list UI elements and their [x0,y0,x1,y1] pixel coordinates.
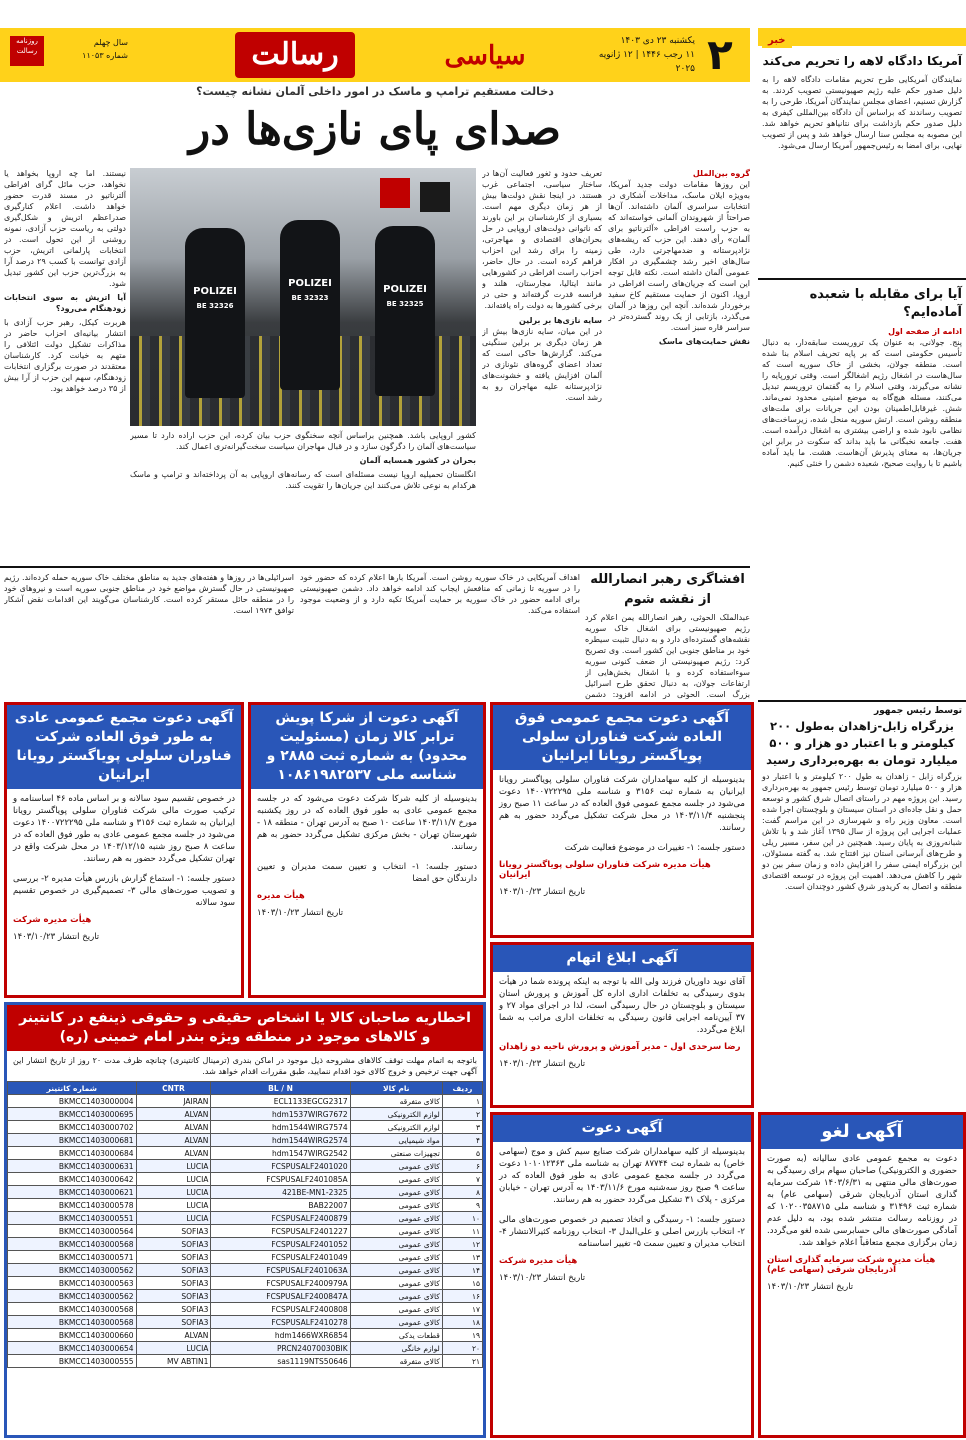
table-cell: ۳ [442,1121,482,1134]
table-cell: لوازم الکترونیکی [350,1108,442,1121]
table-cell: hdm1466WXR6854 [211,1329,350,1342]
ad-date: تاریخ انتشار ۱۴۰۳/۱۰/۲۳ [13,932,100,942]
section-divider [0,566,750,568]
table-cell: hdm1544WIRG7574 [211,1121,350,1134]
table-cell: BKMCC1403000684 [8,1147,137,1160]
table-cell: ۱۱ [442,1225,482,1238]
table-cell: لوازم خانگی [350,1342,442,1355]
infra-byline: توسط رئیس جمهور [873,706,962,716]
ad-box [490,1112,754,1438]
table-header-cell: ردیف [442,1082,482,1095]
table-cell: مواد شیمیایی [350,1134,442,1147]
table-cell: SOFIA3 [136,1303,211,1316]
table-cell: BKMCC1403000631 [8,1160,137,1173]
ad-items: دستور جلسه: ۱- رسیدگی و اتخاذ تصمیم در خصوص صورت‌های مالی ۲- انتخاب بازرس اصلی و علی‌البدل ۳- انتخاب روزنامه کثیرالانتشار ۴- انتخاب مدیران و تعیین سمت ۵- تغییر اساسنامه [499,1215,745,1249]
table-cell: SOFIA3 [136,1277,211,1290]
second-story-body: عبدالملک الحوثی، رهبر انصارالله یمن اعلام کرد رژیم صهیونیستی برای اشغال خاک سوریه نقشه‌های گسترده‌ای دارد و به دنبال تثبیت سیطره خود بر مناطق جنوبی این کشور است. وی تصریح کرد: رژیم صهیونیستی از ضعف کنونی سوریه سوءاستفاده کرده و با اشغال بخش‌هایی از ارتفاعات جولان، به دنبال تحقق طرح اسرائیل بزرگ است. الحوثی در ادامه افزود: دشمن [585,613,750,699]
table-cell: BKMCC1403000654 [8,1342,137,1355]
table-cell: BKMCC1403000621 [8,1186,137,1199]
ad-items: دستور جلسه: ۱- انتخاب و تعیین سمت مدیران و تعیین دارندگان حق امضا [257,862,477,884]
table-cell: کالای عمومی [350,1303,442,1316]
table-cell: FCSPUSALF2400847A [211,1290,350,1303]
ad-box [490,942,754,1108]
table-cell: قطعات یدکی [350,1329,442,1342]
ad-title: آگهی دعوت مجمع عمومی فوق العاده شرکت فناوران سلولی پویاگستر رویانا ایرانیان [493,705,751,770]
story-subhead: سایه نازی‌ها بر برلین [518,316,602,325]
story-body: پنج. جولانی، به عنوان یک تروریست سابقه‌دار، به دنبال تأسیس حکومتی است که بر پایه تحریف اسلام بنا شده است. منطقه جولان، بخشی از خاک سوریه است که سال‌هاست در اشغال رژیم اشغالگر است. وقتی ترورپایه را نشانه می‌گیرند، وقتی اسلام را به گفتمان تروریسم تبدیل می‌کنند، مسئله هیچ‌گاه به موضع امنیتی محدود نمی‌ماند. شش. غیرقابل‌اطمینان بودن این جریانات برای ملت‌های منطقه روشن است. ارتش سوریه منحل شده، زیرساخت‌های نظامی نابود شده و اراضی بیشتری به اشغال درآمده است. هفت. جامعه نخبگانی ما باید بداند که سکوت در برابر این جریان‌ها، به معنای پذیرش آن‌هاست. هشت. ما باید آماده باشیم تا با روایت صحیح، شعبده دشمن را خنثی کنیم. [762,338,962,468]
table-cell: کالای عمومی [350,1212,442,1225]
section-title: سیاسی [444,41,526,71]
table-cell: 421BE-MN1-2325 [211,1186,350,1199]
table-cell: hdm1537WIRG7672 [211,1108,350,1121]
table-cell: BKMCC1403000551 [8,1212,137,1225]
infra-story [758,700,966,1110]
story-body: در این میان، سایه نازی‌ها بیش از هر زمان دیگری بر برلین سنگینی می‌کند. گزارش‌ها حاکی است که تعداد اعضای گروه‌های نئونازی در آلمان افزایش یافته و خشونت‌های نژادپرستانه علیه مهاجران رو به رشد است. [482,327,602,402]
story-byline: ادامه از صفحه اول [888,327,962,336]
table-cell: ۱۰ [442,1212,482,1225]
main-column-right [608,168,750,568]
story-byline: گروه بین‌الملل [692,169,750,178]
table-cell: کالای عمومی [350,1238,442,1251]
ad-title: آگهی لغو [761,1115,963,1149]
table-cell: BAB22007 [211,1199,350,1212]
ad-body: بدینوسیله از کلیه سهامداران شرکت فناوران سلولی پویاگستر رویانا ایرانیان به شماره ثبت ۳۱۵۶ و شناسه ملی ۱۴۰۰۷۲۲۲۹۵ دعوت می‌شود در جلسه مجمع عمومی فوق العاده که در ساعت ۱۱ صبح روز پنجشنبه ۱۴۰۳/۱۱/۴ در محل شرکت تشکیل می‌گردد حضور به هم رسانند. [499,775,746,833]
table-cell: BKMCC1403000555 [8,1355,137,1368]
table-row [8,1303,483,1316]
ad-box [248,702,486,998]
table-header [8,1082,483,1095]
table-cell: BKMCC1403000642 [8,1173,137,1186]
table-row [8,1329,483,1342]
table-row [8,1238,483,1251]
table-cell: LUCIA [136,1342,211,1355]
table-cell: PRCN24070030BIK [211,1342,350,1355]
table-cell: BKMCC1403000564 [8,1225,137,1238]
ad-title: آگهی ابلاغ اتهام [493,945,751,972]
table-cell: کالای عمومی [350,1251,442,1264]
table-cell: کالای عمومی [350,1173,442,1186]
table-cell: SOFIA3 [136,1251,211,1264]
story-headline: آیا برای مقابله با شعبده آماده‌ایم؟ [809,287,962,320]
table-row [8,1290,483,1303]
story-body: کشور اروپایی باشد. همچنین براساس آنچه سخنگوی حزب بیان کرده، این حزب اراده دارد تا مسیر سیاست‌های آلمان را دگرگون سازد و در قبال مهاجران سیاست سخت‌گیرانه‌تری اعمال کند. [130,431,476,451]
police-label: POLIZEI [288,278,332,289]
table-cell: BKMCC1403000562 [8,1264,137,1277]
issue-number: شماره ۱۱۰۵۳ [82,51,128,60]
table-cell: ۵ [442,1147,482,1160]
ad-body: دعوت به مجمع عمومی عادی سالیانه (به صورت حضوری و الکترونیکی) صاحبان سهام برای رسیدگی به صورت‌های مالی منتهی به ۱۴۰۳/۶/۳۱ شرکت سرمایه گذاری استان آذربایجان شرقی (سهامی عام) به شماره ثبت ۳۱۴۹۶ و شناسه ملی ۱۰۲۰۰۳۵۸۷۱۵ که در روزنامه رسالت منتشر شده بود، به دلیل عدم آمادگی صورت‌های مالی حسابرسی شده لغو می‌گردد. زمان برگزاری مجمع متعاقباً اعلام خواهد شد. [767,1154,957,1248]
table-cell: کالای عمومی [350,1316,442,1329]
main-column-left [4,168,126,568]
table-cell: ۸ [442,1186,482,1199]
table-row [8,1199,483,1212]
right-column [758,28,966,668]
table-cell: sas1119NTS50646 [211,1355,350,1368]
ad-signature: رضا سرحدی اول - مدیر آموزش و پرورش ناحیه دو زاهدان [499,1042,741,1052]
table-cell: SOFIA3 [136,1264,211,1277]
table-row [8,1134,483,1147]
year-label: سال چهلم [93,38,128,47]
table-row [8,1225,483,1238]
story-body: این روزها مقامات دولت جدید آمریکا، به‌ویژه ایلان ماسک، مداخلات آشکاری در انتخابات سراسری آلمان داشته‌اند. آن‌ها صراحتاً از شهروندان آلمانی خواسته‌اند که به حزب راست افراطی «آلترناتیو برای آلمان» رأی دهند. این حزب که ریشه‌های نژادپرستانه و ضدمهاجرتی دارد، طی سال‌های اخیر رشد چشمگیری در افکار عمومی آلمان داشته است. نکته قابل توجه این است که جریان‌های راست افراطی در اروپا، اکنون از حمایت مستقیم کاخ سفید برخوردار شده‌اند. آنچه این روزها در آلمان می‌گذرد، بازتابی از یک روند گسترده‌تر در سراسر قاره سبز است. [608,180,750,332]
infra-body: بزرگراه زابل - زاهدان به طول ۲۰۰ کیلومتر و با اعتبار دو هزار و ۵۰۰ میلیارد تومان توسط رئیس جمهور به بهره‌برداری رسید. این پروژه مهم در راستای اتصال شرق کشور و توسعه حمل و نقل جاده‌ای در استان سیستان و بلوچستان اجرا شده است. معاون وزیر راه و شهرسازی در این مراسم گفت: عملیات اجرایی این پروژه از سال ۱۳۹۵ آغاز شد و با تلاش شبانه‌روزی به پایان رسید. همچنین در این سفر، مسیر ریلی و طرح‌های آبرسانی استان نیز افتتاح شد. به گفته مسئولان، این بزرگراه ایمنی سفر را افزایش داده و زمان سفر بین دو شهر را کاهش می‌دهد. اهمیت این پروژه در توسعه اقتصادی منطقه و اتصال به کریدور شرق کشور دوچندان است. [762,772,962,891]
table-cell: ۲۱ [442,1355,482,1368]
ad-signature: هیأت مدیره [257,891,305,901]
news-photo [130,168,476,426]
date-line [585,34,695,76]
table-cell: BKMCC1403000695 [8,1108,137,1121]
table-cell: MV ABTIN1 [136,1355,211,1368]
table-cell: SOFIA3 [136,1290,211,1303]
table-cell: LUCIA [136,1199,211,1212]
table-cell: ۱۵ [442,1277,482,1290]
table-cell: BKMCC1403000578 [8,1199,137,1212]
table-row [8,1108,483,1121]
table-cell: LUCIA [136,1212,211,1225]
table-cell: ALVAN [136,1147,211,1160]
table-cell: BKMCC1403000660 [8,1329,137,1342]
police-officer [280,220,340,390]
table-cell: کالای عمومی [350,1160,442,1173]
table-cell: کالای عمومی [350,1199,442,1212]
table-cell: BKMCC1403000568 [8,1238,137,1251]
story-body: نیستند. اما چه اروپا بخواهد یا نخواهد، حزب مائل گرای افراطی آلترناتیو در مسند قدرت حضور خواهد داشت. اعلام کنارگیری صدراعظم اتریش و شکل‌گیری دولتی به ریاست حزب آزادی، نمونه روشنی از این تحول است. در انتخابات پارلمانی اتریش، حزب آزادی توانست با کسب ۲۹ درصد آرا به بزرگ‌ترین حزب این کشور تبدیل شود. [4,169,126,288]
police-number: BE 32323 [291,294,329,302]
ad-body: بدینوسیله از کلیه شرکا شرکت دعوت می‌شود که در جلسه مجمع عمومی عادی به طور فوق العاده که در روز یکشنبه مورخ ۱۴۰۳/۱۱/۷ ساعت ۱۰ صبح به آدرس تهران - منطقه ۱۸ - شهرستان تهران - بخش مرکزی تشکیل می‌گردد حضور به هم رسانند. [257,794,477,852]
table-cell: تجهیزات صنعتی [350,1147,442,1160]
ad-body: در خصوص تقسیم سود سالانه و بر اساس ماده ۴۶ اساسنامه و ترکیب صورت مالی شرکت فناوران سلولی پویاگستر رویانا ایرانیان به شماره ثبت ۳۱۵۶ و شناسه ملی ۱۴۰۰۷۲۲۲۹۵ دعوت می‌شود در جلسه مجمع عمومی عادی به طور فوق العاده که در ساعت ۸ صبح روز شنبه ۱۴۰۳/۱۲/۱۵ در محل شرکت واقع در تهران تشکیل می‌گردد حضور به هم رسانند. [13,794,236,864]
main-headline: صدای پای نازی‌ها در [189,104,561,155]
table-cell: FCSPUSALF2400879 [211,1212,350,1225]
ad-title: آگهی دعوت [493,1115,751,1142]
main-column-mid [482,168,602,568]
table-cell: FCSPUSALF2401020 [211,1160,350,1173]
table-cell: ۹ [442,1199,482,1212]
table-cell: ۱۲ [442,1238,482,1251]
police-number: BE 32325 [386,300,424,308]
table-cell: کالای عمومی [350,1290,442,1303]
ad-title: اخطاریه صاحبان کالا یا اشخاص حقیقی و حقوقی ذینفع در کانتینر و کالاهای موجود در منطقه ویژه بندر امام خمینی (ره) [7,1005,483,1051]
table-cell: JAIRAN [136,1095,211,1108]
second-story-body: اسرائیلی‌ها در روزها و هفته‌های جدید به مناطق مختلف خاک سوریه حمله کرده‌اند. رژیم صهیونیستی در حال گسترش مواضع خود در مناطق جنوبی سوریه است و نیروهای خود را در منطقه حائل مستقر کرده است. کارشناسان می‌گویند این اقدامات نقض آشکار توافق ۱۹۷۴ است. [4,573,294,615]
police-label: POLIZEI [383,284,427,295]
ad-date: تاریخ انتشار ۱۴۰۳/۱۰/۲۳ [257,908,344,918]
table-cell: ۱۴ [442,1264,482,1277]
table-cell: FCSPUSALF2410278 [211,1316,350,1329]
table-cell: ۱ [442,1095,482,1108]
ad-body: آقای نوید داوریان فرزند ولی الله با توجه به اینکه پرونده شما در هیأت بدوی رسیدگی به تخلفات اداری اداره کل آموزش و پرورش استان سیستان و بلوچستان در حال رسیدگی است، لذا در اجرای مواد ۲۷ و ۳۷ آیین‌نامه اجرایی قانون رسیدگی به تخلفات اداری مراتب به شما ابلاغ می‌گردد. [499,977,745,1035]
news-tag: خبر [762,33,792,48]
table-cell: BKMCC1403000568 [8,1316,137,1329]
ad-box [4,1002,486,1438]
second-story-body: اهداف آمریکایی در خاک سوریه روشن است. آمریکا بارها اعلام کرده که حضور خود را در سوریه تا زمانی که منافعش ایجاب کند ادامه خواهد داد. دشمن صهیونیستی برای ادامه حضور در خاک سوریه بر حمایت آمریکا تکیه دارد و از وضعیت موجود استفاده می‌کند. [300,573,580,615]
issue-info [48,36,128,62]
table-header-cell: CNTR [136,1082,211,1095]
small-logo: روزنامه رسالت [10,36,44,66]
table-cell: ۲۰ [442,1342,482,1355]
table-cell: SOFIA3 [136,1225,211,1238]
table-cell: کالای عمومی [350,1225,442,1238]
table-cell: hdm1544WIRG2574 [211,1134,350,1147]
flag-icon [420,182,450,212]
table-cell: لوازم الکترونیکی [350,1121,442,1134]
table-cell: SOFIA3 [136,1316,211,1329]
page-number: ۲ [707,30,733,79]
police-number: BE 32326 [196,302,234,310]
table-cell: SOFIA3 [136,1238,211,1251]
story-body: تعریف حدود و ثغور فعالیت آن‌ها در ساختار سیاسی، اجتماعی غرب هستند. در اینجا نقش دولت‌ها بیش از هر زمان دیگری مهم است. بسیاری از کارشناسان بر این باورند که ناتوانی دولت‌های اروپایی در حل بحران‌های اقتصادی و مهاجرتی، زمینه را برای رشد این احزاب فراهم کرده است. در حال حاضر، احزاب راست افراطی در کشورهایی مانند ایتالیا، مجارستان، هلند و فرانسه قدرت گرفته‌اند و حتی در برخی کشورها به دولت راه یافته‌اند. [482,169,602,310]
table-cell: کالای عمومی [350,1186,442,1199]
table-cell: ۱۷ [442,1303,482,1316]
date-shamsi: یکشنبه ۲۳ دی ۱۴۰۳ [620,36,695,46]
ad-signature: هیأت مدیره شرکت [13,915,92,925]
table-row [8,1342,483,1355]
ad-body: بدینوسیله از کلیه سهامداران شرکت صنایع سیم کش و موج (سهامی خاص) به شماره ثبت ۸۷۷۴۴ تهران به شناسه ملی ۱۰۱۰۱۲۳۶۳ دعوت می‌گردد در جلسه مجمع عمومی عادی به طور فوق العاده که در ساعت ۹ صبح روز سه‌شنبه مورخ ۱۴۰۳/۱۱/۶ به آدرس تهران - خیابان مرکزی - پلاک ۳۱ تشکیل می‌گردد حضور به هم رسانند. [499,1147,746,1205]
ad-date: تاریخ انتشار ۱۴۰۳/۱۰/۲۳ [499,887,586,897]
table-cell: LUCIA [136,1173,211,1186]
ad-intro: باتوجه به اتمام مهلت توقف کالاهای مشروحه ذیل موجود در اماکن بندری (ترمینال کانتینری) چنانچه ظرف مدت ۲۰ روز از تاریخ انتشار این آگهی جهت ترخیص و خروج کالای خود اقدام ننمایید، طبق مقررات اقدام خواهد شد. [13,1056,477,1076]
story-body: هربرت کیکل، رهبر حزب آزادی با انتشار بیانیه‌ای احزاب حاضر در مذاکرات تشکیل دولت ائتلافی را متهم به خیانت کرد. کارشناسان معتقدند در صورت برگزاری انتخابات زودهنگام، سهم این حزب از آرا بیش از ۳۵ درصد خواهد بود. [4,318,126,393]
table-cell: ۱۳ [442,1251,482,1264]
story-subhead: نقش حمایت‌های ماسک [658,337,750,346]
second-story-headline: افشاگری رهبر انصارالله از نقشه شوم [590,572,745,607]
table-cell: ALVAN [136,1108,211,1121]
table-cell: کالای عمومی [350,1277,442,1290]
table-cell: BKMCC1403000563 [8,1277,137,1290]
ad-title: آگهی دعوت از شرکا پویش ترابر کالا زمان (مسئولیت محدود) به شماره ثبت ۲۸۸۵ و شناسه ملی ۱۰۸۶۱۹۸۲۵۳۷ [251,705,483,789]
ad-date: تاریخ انتشار ۱۴۰۳/۱۰/۲۳ [499,1059,586,1069]
ad-signature: هیأت مدیره شرکت سرمایه گذاری استان آذربایجان شرقی (سهامی عام) [767,1255,936,1275]
table-cell: ۱۸ [442,1316,482,1329]
table-cell: LUCIA [136,1186,211,1199]
table-cell: LUCIA [136,1160,211,1173]
container-table [7,1081,483,1368]
table-header-cell: BL / N [211,1082,350,1095]
table-cell: FCSPUSALF2401227 [211,1225,350,1238]
table-cell: ۴ [442,1134,482,1147]
ad-box [490,702,754,938]
table-cell: BKMCC1403000004 [8,1095,137,1108]
infra-headline: بزرگراه زابل-زاهدان به‌طول ۲۰۰ کیلومتر و با اعتبار دو هزار و ۵۰۰ میلیارد تومان به بهره‌برداری رسید [766,719,958,767]
table-cell: ALVAN [136,1134,211,1147]
table-cell: FCSPUSALF2401052 [211,1238,350,1251]
table-cell: ۶ [442,1160,482,1173]
subheadline: دخالت مستقیم ترامپ و ماسک در امور داخلی آلمان نشانه چیست؟ [196,85,554,98]
story-subhead: بحران در کشور همسایه آلمان [359,456,476,465]
table-row [8,1186,483,1199]
table-cell: ۷ [442,1173,482,1186]
ad-items: دستور جلسه: ۱- تغییرات در موضوع فعالیت شرکت [564,843,745,853]
table-row [8,1251,483,1264]
ad-box [758,1112,966,1438]
newspaper-logo: رسالت [235,32,355,78]
table-row [8,1277,483,1290]
table-row [8,1160,483,1173]
table-row [8,1316,483,1329]
table-row [8,1121,483,1134]
ad-signature: هیأت مدیره شرکت فناوران سلولی پویاگستر رویانا ایرانیان [499,860,711,880]
table-cell: BKMCC1403000571 [8,1251,137,1264]
table-cell: ALVAN [136,1121,211,1134]
ad-signature: هیأت مدیره شرکت [499,1256,578,1266]
table-row [8,1147,483,1160]
ad-date: تاریخ انتشار ۱۴۰۳/۱۰/۲۳ [767,1282,854,1292]
ad-title: آگهی دعوت مجمع عمومی عادی به طور فوق العاده شرکت فناوران سلولی پویاگستر رویانا ایرانیان [7,705,241,789]
story-headline: آمریکا دادگاه لاهه را تحریم می‌کند [762,54,962,68]
table-cell: hdm1547WIRG2542 [211,1147,350,1160]
table-cell: کالای متفرقه [350,1095,442,1108]
flag-icon [380,178,410,208]
ad-box [4,702,244,998]
table-header-cell: شماره کانتینر [8,1082,137,1095]
table-header-cell: نام کالا [350,1082,442,1095]
table-cell: کالای متفرقه [350,1355,442,1368]
table-cell: FCSPUSALF2401085A [211,1173,350,1186]
table-cell: BKMCC1403000568 [8,1303,137,1316]
table-row [8,1173,483,1186]
table-row [8,1355,483,1368]
table-cell: BKMCC1403000562 [8,1290,137,1303]
table-cell: کالای عمومی [350,1264,442,1277]
table-cell: ۲ [442,1108,482,1121]
table-cell: FCSPUSALF2400808 [211,1303,350,1316]
table-cell: ۱۶ [442,1290,482,1303]
table-row [8,1264,483,1277]
table-cell: ALVAN [136,1329,211,1342]
divider [758,278,966,280]
table-cell: FCSPUSALF2401049 [211,1251,350,1264]
story-subhead: آیا اتریش به سوی انتخابات زودهنگام می‌رود؟ [4,293,126,313]
table-cell: FCSPUSALF2401063A [211,1264,350,1277]
police-officer [185,228,245,398]
police-officer [375,226,435,396]
ad-date: تاریخ انتشار ۱۴۰۳/۱۰/۲۳ [499,1273,586,1283]
table-cell: ECL1133EGCG2317 [211,1095,350,1108]
photo-strip-text [130,430,476,568]
table-row [8,1095,483,1108]
story-body: نمایندگان آمریکایی طرح تحریم مقامات دادگاه لاهه را به دلیل صدور حکم علیه رژیم صهیونیستی تصویب کردند. به گزارش تسنیم، اعضای مجلس نمایندگان آمریکا، طرحی را به تصویب رساندند که براساس آن دادگاه بین‌المللی کیفری به دلیل صدور حکم بازداشت برای نتانیاهو تحریم خواهد شد. این مصوبه به مجلس سنا ارسال خواهد شد و پس از تصویب نهایی، برای امضا به رئیس‌جمهور آمریکا ارسال می‌شود. [762,75,962,150]
police-label: POLIZEI [193,286,237,297]
table-cell: ۱۹ [442,1329,482,1342]
table-cell: BKMCC1403000681 [8,1134,137,1147]
table-cell: BKMCC1403000702 [8,1121,137,1134]
table-row [8,1212,483,1225]
table-cell: FCSPUSALF2400979A [211,1277,350,1290]
date-other: ۱۱ رجب ۱۴۴۶ | ۱۲ ژانویه ۲۰۲۵ [598,50,695,74]
ad-items: دستور جلسه: ۱- استماع گزارش بازرس هیأت مدیره ۲- بررسی و تصویب صورت‌های مالی ۳- تصمیم‌گیری در خصوص تقسیم سود سالانه [13,874,236,908]
story-body: انگلستان تحمیلیه اروپا نیست مسئله‌ای است که رسانه‌های اروپایی به آن پرداخته‌اند و ترامپ و ماسک هرکدام به نوعی تلاش می‌کنند این جریان‌ها را تقویت کنند. [130,470,476,490]
